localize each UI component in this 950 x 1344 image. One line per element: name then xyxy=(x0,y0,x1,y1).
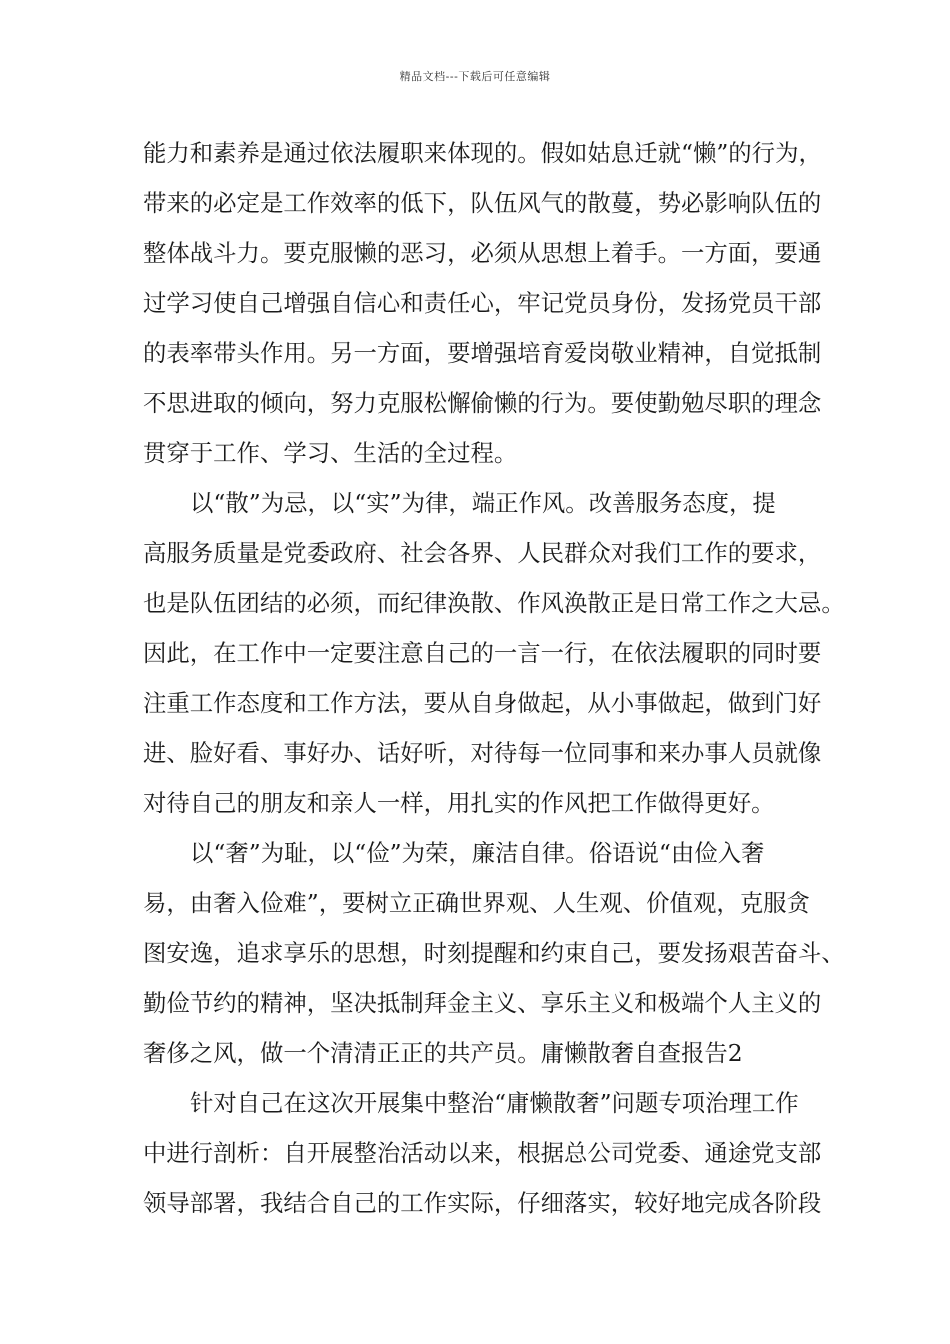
paragraph-2-line-4: 因此，在工作中一定要注意自己的一言一行，在依法履职的同时要 xyxy=(143,639,822,667)
paragraph-4-line-3: 领导部署，我结合自己的工作实际，仔细落实，较好地完成各阶段 xyxy=(143,1189,822,1217)
paragraph-1-line-6: 不思进取的倾向，努力克服松懈偷懒的行为。要使勤勉尽职的理念 xyxy=(143,389,822,417)
paragraph-2-line-7: 对待自己的朋友和亲人一样，用扎实的作风把工作做得更好。 xyxy=(143,789,775,817)
paragraph-1-line-3: 整体战斗力。要克服懒的恶习，必须从思想上着手。一方面，要通 xyxy=(143,239,822,267)
paragraph-3-line-2: 易，由奢入俭难”，要树立正确世界观、人生观、价值观，克服贪 xyxy=(143,889,810,917)
page-header: 精品文档---下载后可任意编辑 xyxy=(399,70,551,83)
document-body xyxy=(143,128,845,1228)
paragraph-2-line-3: 也是队伍团结的必须，而纪律涣散、作风涣散正是日常工作之大忌。 xyxy=(143,589,845,617)
paragraph-2-line-2: 高服务质量是党委政府、社会各界、人民群众对我们工作的要求， xyxy=(143,539,822,567)
paragraph-4-line-1: 针对自己在这次开展集中整治“庸懒散奢”问题专项治理工作 xyxy=(190,1089,799,1117)
paragraph-3-line-5: 奢侈之风，做一个清清正正的共产员。庸懒散奢自查报告2 xyxy=(143,1039,743,1067)
paragraph-2-line-5: 注重工作态度和工作方法，要从自身做起，从小事做起，做到门好 xyxy=(143,689,822,717)
paragraph-1-line-4: 过学习使自己增强自信心和责任心，牢记党员身份，发扬党员干部 xyxy=(143,289,822,317)
paragraph-1-line-7: 贯穿于工作、学习、生活的全过程。 xyxy=(143,439,518,467)
paragraph-1-line-1: 能力和素养是通过依法履职来体现的。假如姑息迁就“懒”的行为， xyxy=(143,139,822,167)
paragraph-1-line-5: 的表率带头作用。另一方面，要增强培育爱岗敬业精神，自觉抵制 xyxy=(143,339,822,367)
paragraph-4-line-2: 中进行剖析：自开展整治活动以来，根据总公司党委、通途党支部 xyxy=(143,1139,822,1167)
paragraph-2-line-1: 以“散”为忌，以“实”为律，端正作风。改善服务态度，提 xyxy=(190,489,776,517)
paragraph-1-line-2: 带来的必定是工作效率的低下，队伍风气的散蔓，势必影响队伍的 xyxy=(143,189,822,217)
paragraph-2-line-6: 进、脸好看、事好办、话好听，对待每一位同事和来办事人员就像 xyxy=(143,739,822,767)
paragraph-3-line-1: 以“奢”为耻，以“俭”为荣，廉洁自律。俗语说“由俭入奢 xyxy=(190,839,765,867)
paragraph-3-line-4: 勤俭节约的精神，坚决抵制拜金主义、享乐主义和极端个人主义的 xyxy=(143,989,822,1017)
paragraph-3-line-3: 图安逸，追求享乐的思想，时刻提醒和约束自己，要发扬艰苦奋斗、 xyxy=(143,939,845,967)
